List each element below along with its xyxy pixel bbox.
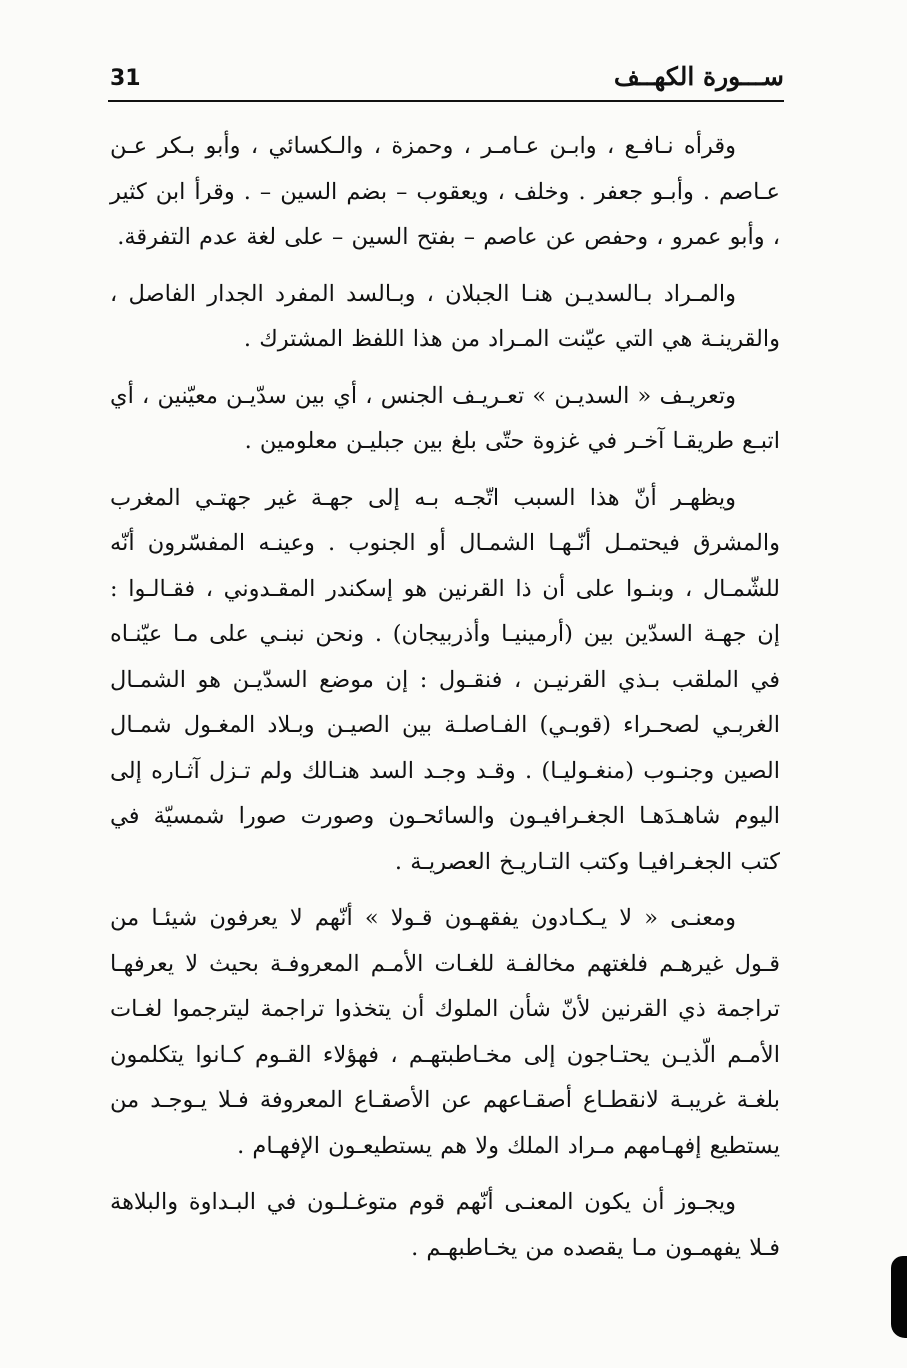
paragraph-3: وتعريـف « السديـن » تعـريـف الجنس ، أي بين سدّيـن معيّنين ، أي اتبـع طريقـا آخـر في غزوة حتّى بلغ بين جبليـن معلومين .	[110, 382, 780, 454]
scan-edge-mark	[891, 1256, 907, 1338]
header-rule	[108, 100, 784, 102]
page-header	[108, 60, 784, 100]
page-body	[110, 124, 780, 1282]
paragraph-2: والمـراد بـالسديـن هنـا الجبلان ، وبـالسد المفرد الجدار الفاصل ، والقرينـة هي التي عيّنت المـراد من هذا اللفظ المشترك .	[110, 280, 780, 352]
paragraph-6: ويجـوز أن يكون المعنـى أنّهم قوم متوغـلـون في البـداوة والبلاهة فـلا يفهمـون مـا يقصده من يخـاطبهـم .	[110, 1189, 780, 1261]
paragraph-4: ويظهـر أنّ هذا السبب اتّجـه بـه إلى جهـة غير جهتـي المغرب والمشرق فيحتمـل أنّـهـا الشمـال أو الجنوب . وعينـه المفسّرون أنّه للشّمـال ، وبنـوا على أن ذا القرنين هو إسكندر المقـدوني ، فقـالـوا : إن جهـة السدّين بين (أرمينيـا وأذربيجان) . ونحن نبنـي على مـا عيّنـاه في الملقب بـذي القرنيـن ، فنقـول : إن موضع السدّيـن هو الشمـال الغربـي لصحـراء (قوبـي) الفـاصلـة بين الصيـن وبـلاد المغـول شمـال الصين وجنـوب (منغـوليـا) . وقـد وجـد السد هنـالك ولم تـزل آثـاره إلى اليوم شاهـدَهـا الجغـرافيـون والسائحـون وصورت صورا شمسيّة في كتب الجغـرافيـا وكتب التـاريـخ العصريـة .	[110, 484, 780, 875]
running-title: ســـورة الكهــف	[613, 62, 784, 91]
page-number: 31	[110, 66, 141, 91]
paragraph-1: وقرأه نـافـع ، وابـن عـامـر ، وحمزة ، والـكسائي ، وأبو بـكر عـن عـاصم . وأبـو جعفر . وخلف ، ويعقوب – بضم السين – . وقرأ ابن كثير ، وأبو عمرو ، وحفص عن عاصم – بفتح السين – على لغة عدم التفرقة.	[110, 133, 780, 250]
paragraph-5: ومعنـى « لا يـكـادون يفقهـون قـولا » أنّهم لا يعرفون شيئـا من قـول غيرهـم فلغتهم مخالفـة للغـات الأمـم المعروفـة بحيث لا يعرفهـا تراجمة ذي القرنين لأنّ شأن الملوك أن يتخذوا تراجمة ليترجموا لغـات الأمـم الّذيـن يحتـاجون إلى مخـاطبتهـم ، فهؤلاء القـوم كـانوا يتكلمون بلغـة غريبـة لانقطـاع أصقـاعهم عن الأصقـاع المعروفة فـلا يـوجـد من يستطيع إفهـامهم مـراد الملك ولا هم يستطيعـون الإفهـام .	[110, 905, 780, 1159]
